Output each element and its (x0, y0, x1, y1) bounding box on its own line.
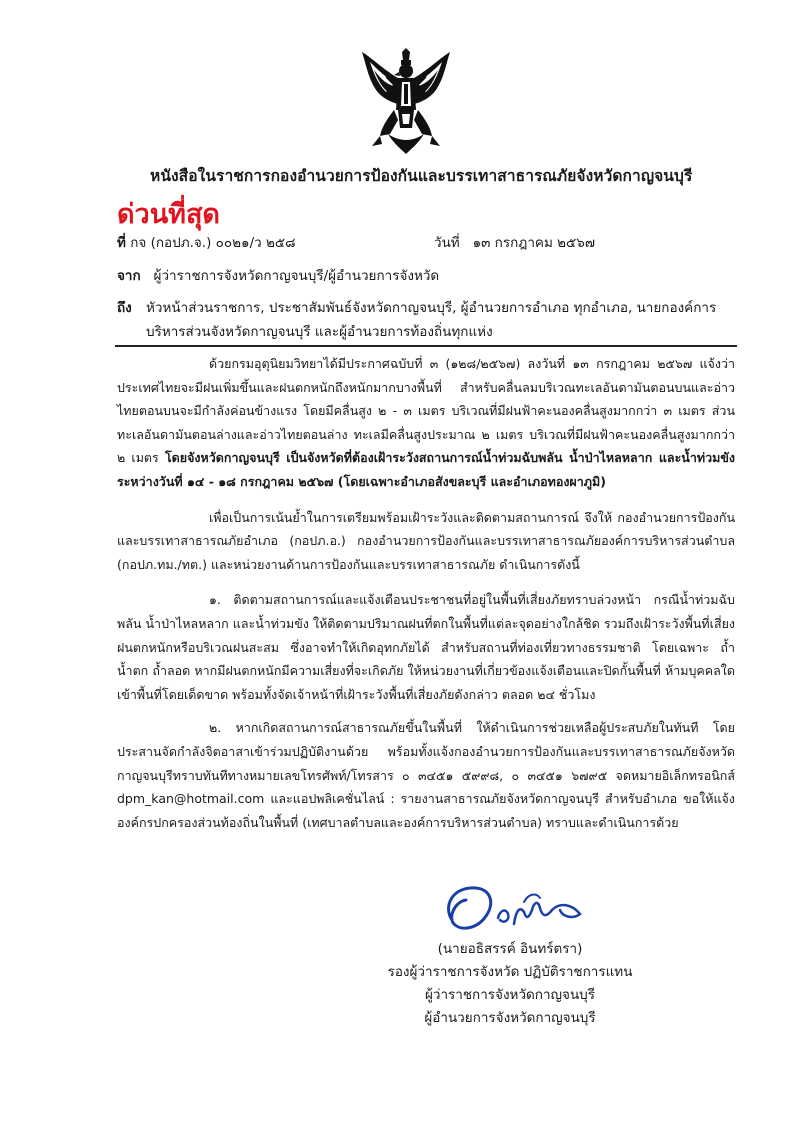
signer-position-1: รองผู้ว่าราชการจังหวัด ปฏิบัติราชการแทน (387, 964, 633, 980)
paragraph-1 (117, 352, 735, 494)
paragraph-1-emphasis: โดยจังหวัดกาญจนบุรี เป็นจังหวัดที่ต้องเฝ้าระวังสถานการณ์น้ำท่วมฉับพลัน น้ำป่าไหลหลาก และน้ำท่วมขัง ระหว่างวันที่ ๑๔ - ๑๘ กรกฎาคม ๒๕๖๗ (โดยเฉพาะอำเภอสังขละบุรี และอำเภอทองผาภูมิ) (117, 450, 735, 489)
signer-name: (นายอธิสรรค์ อินทร์ตรา) (437, 941, 583, 957)
paragraph-2: เพื่อเป็นการเน้นย้ำในการเตรียมพร้อมเฝ้าระวังและติดตามสถานการณ์ จึงให้ กองอำนวยการป้องกันและบรรเทาสาธารณภัยอำเภอ (กอปภ.อ.) กองอำนวยการป้องกันและบรรเทาสาธารณภัยองค์การบริหารส่วนตำบล (กอปภ.ทม./ทต.) และหน่วยงานด้านการป้องกันและบรรเทาสาธารณภัย ดำเนินการดังนี้ (117, 509, 735, 572)
document-header-title: หนังสือในราชการกองอำนวยการป้องกันและบรรเทาสาธารณภัยจังหวัดกาญจนบุรี (150, 167, 693, 185)
reference-value: กจ (กอปภ.จ.) ๐๐๒๑/ว ๒๕๘ (130, 235, 296, 251)
signer-position-2: ผู้ว่าราชการจังหวัดกาญจนบุรี (424, 987, 596, 1003)
from-label: จาก (117, 268, 141, 284)
to-value: หัวหน้าส่วนราชการ, ประชาสัมพันธ์จังหวัดกาญจนบุรี, ผู้อำนวยการอำเภอ ทุกอำเภอ, นายกองค์การบริหารส่วนจังหวัดกาญจนบุรี และผู้อำนวยการท้องถิ่นทุกแห่ง (146, 300, 717, 340)
reference-label: ที่ (117, 235, 126, 251)
document-body (117, 352, 735, 844)
from-line (117, 264, 439, 286)
action-item-1: ๑. ติดตามสถานการณ์และแจ้งเตือนประชาชนที่อยู่ในพื้นที่เสี่ยงภัยทราบล่วงหน้า กรณีน้ำท่วมฉับพลัน น้ำป่าไหลหลาก และน้ำท่วมขัง ให้ติดตามปริมาณฝนที่ตกในพื้นที่แต่ละจุดอย่างใกล้ชิด รวมถึงเฝ้าระวังพื้นที่เสี่ยงฝนตกหนักหรือบริเวณฝนสะสม ซึ่งอาจทำให้เกิดอุทกภัยได้ สำหรับสถานที่ท่องเที่ยวทางธรรมชาติ โดยเฉพาะ ถ้ำน้ำตก ถ้ำลอด หากมีฝนตกหนักมีความเสี่ยงที่จะเกิดภัย ให้หน่วยงานที่เกี่ยวข้องแจ้งเตือนและปิดกั้นพื้นที่ ห้ามบุคคลใดเข้าพื้นที่โดยเด็ดขาด พร้อมทั้งจัดเจ้าหน้าที่เฝ้าระวังพื้นที่เสี่ยงภัยดังกล่าว ตลอด ๒๔ ชั่วโมง (117, 592, 735, 702)
action-item-2: ๒. หากเกิดสถานการณ์สาธารณภัยขึ้นในพื้นที่ ให้ดำเนินการช่วยเหลือผู้ประสบภัยในทันที โดยประสานจัดกำลังจิตอาสาเข้าร่วมปฏิบัติงานด้วย พร้อมทั้งแจ้งกองอำนวยการป้องกันและบรรเทาสาธารณภัยจังหวัดกาญจนบุรีทราบทันทีทางหมายเลขโทรศัพท์/โทรสาร ๐ ๓๔๕๑ ๕๙๙๘, ๐ ๓๔๕๑ ๖๗๙๕ จดหมายอิเล็กทรอนิกส์ dpm_kan@hotmail.com และแอปพลิเคชั่นไลน์ : รายงานสาธารณภัยจังหวัดกาญจนบุรี สำหรับอำเภอ ขอให้แจ้งองค์กรปกครองส่วนท้องถิ่นในพื้นที่ (เทศบาลตำบลและองค์การบริหารส่วนตำบล) ทราบและดำเนินการด้วย (117, 720, 735, 830)
document-date (434, 231, 595, 253)
handwritten-signature (440, 880, 590, 940)
signer-position-3: ผู้อำนวยการจังหวัดกาญจนบุรี (424, 1010, 596, 1026)
signer-block (360, 938, 660, 1030)
paragraph-1-text: ด้วยกรมอุตุนิยมวิทยาได้มีประกาศฉบับที่ ๓ (๑๒๘/๒๕๖๗) ลงวันที่ ๑๓ กรกฎาคม ๒๕๖๗ แจ้งว่า ประเทศไทยจะมีฝนเพิ่มขึ้นและฝนตกหนักถึงหนักมากบางพื้นที่ สำหรับคลื่นลมบริเวณทะเลอันดามันตอนบนและอ่าวไทยตอนบนจะมีกำลังค่อนข้างแรง โดยมีคลื่นสูง ๒ - ๓ เมตร บริเวณที่มีฝนฟ้าคะนองคลื่นสูงมากกว่า ๓ เมตร ส่วนทะเลอันดามันตอนล่างและอ่าวไทยตอนล่าง ทะเลมีคลื่นสูงประมาณ ๒ เมตร บริเวณที่มีฝนฟ้าคะนองคลื่นสูงมากกว่า ๒ เมตร (117, 356, 735, 466)
date-label: วันที่ (434, 235, 460, 251)
to-label: ถึง (117, 300, 132, 316)
urgency-stamp: ด่วนที่สุด (117, 199, 220, 230)
garuda-emblem-icon (358, 48, 454, 154)
reference-number (117, 231, 296, 253)
date-value: ๑๓ กรกฎาคม ๒๕๖๗ (472, 235, 595, 251)
header-divider (115, 345, 737, 347)
from-value: ผู้ว่าราชการจังหวัดกาญจนบุรี/ผู้อำนวยการจังหวัด (153, 268, 440, 284)
